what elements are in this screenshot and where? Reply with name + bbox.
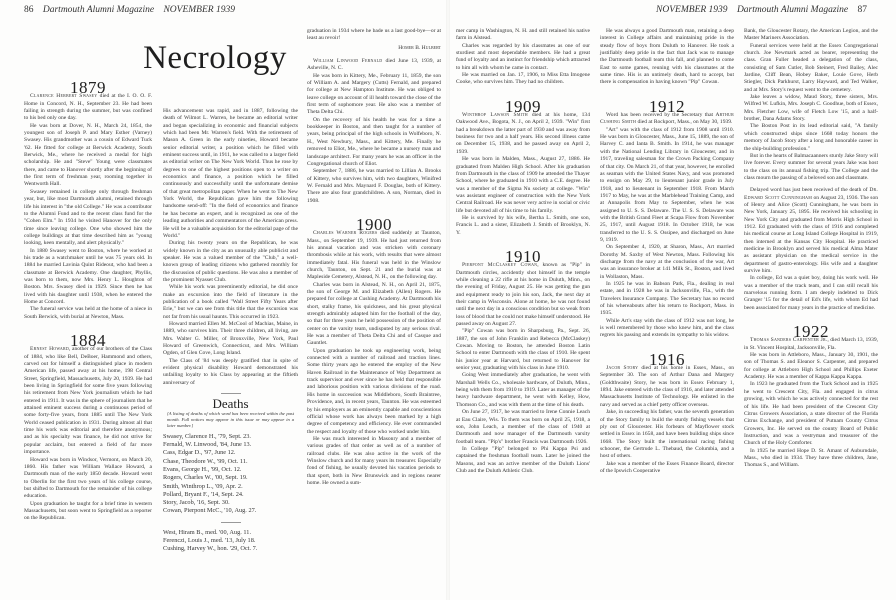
death-entry: Cass, Edgar D., '97, June 12. (163, 449, 236, 457)
year-heading-1884: 1884 (70, 331, 106, 350)
obituary-paragraph: "Art" was with the class of 1912 from 1908 until 1910. He was born in Gloucester, Mass., June 15, 1889, the son of Harvey C. and Ianta B. Smith. In 1914, he was manager with the National Lending Library in Gloucester, and in 1917, traveling salesman for the Crown Packing Company of that city. On March 21, of that year, however, he enrolled as seaman with the United States Navy, and was promoted to ensign on May 29, to lieutenant junior grade in July 1918, and to lieutenant in September 1918. From March 1917 to May, he was at the Marblehead Training Camp, and at Annapolis from May to September, when he was assigned to U. S. S. Delaware. The U. S. S. Delaware was with the British Grand Fleet at Scapa Flow from November 25, 1917, until August 1918. In October 1918, he was transferred to the U. S. S. Ossipee, and discharged on June 9, 1919. (600, 126, 734, 243)
obituary-paragraph: Clarence Herbert Swasey died at the I. O. O. F. Home in Concord, N. H., September 23. He had been failing in strength during the summer, but was confined to his bed only one day. (24, 93, 152, 122)
page-number: 86 (24, 5, 34, 15)
divider (221, 522, 241, 523)
obituary-paragraph: William Linwood Fernald died June 13, 1939, at Asheville, N. C. (307, 58, 441, 72)
obituary-paragraph: Howard was born in Windsor, Vermont, on March 20, 1860. His father was William Wallace Howard, a Dartmouth man of the early 1850 decade. Howard went to Oberlin for the first two years of his college course, but shifted to Dartmouth for the remainder of his college education. (24, 456, 152, 500)
left-column-3 (307, 28, 441, 487)
deceased-name: Charles Warner Rogers (313, 230, 378, 237)
obituary-paragraph: Bank, the Gloucester Rotary, the American Legion, and the Master Mariners Association. (744, 28, 878, 42)
deceased-name: Winthrop Lawson Smith (462, 112, 528, 119)
death-entry: Smith, Winthrop L., '09, Apr. 2. (163, 482, 243, 490)
magazine-name: Dartmouth Alumni Magazine (42, 5, 155, 15)
death-entry: Evans, George H., '99, Oct. 12. (163, 465, 242, 473)
obituary-paragraph: He was born in Malden, Mass., August 27, 1886. He graduated from Malden High School. After his graduation from Dartmouth in the class of 1909 he attended the Thayer School, where he graduated in 1910 with a C.E. degree. He was a member of the Sigma Nu society at college. "Win" was assistant engineer of construction with the New York Central Railroad. He was never very active in social or civic life but devoted all of his time to his family. (456, 156, 590, 214)
obituary-paragraph: In College "Pip" belonged to Phi Kappa Psi and captained the freshman football team. Later he joined the Masons, and was an active member of the Duluth Lions' Club and the Duluth Athletic Club. (456, 445, 590, 474)
obituary-paragraph: In college, Ed was a quiet boy, doing his work well. He was a member of the track team, and I can still recall his marvelous running form. I am deeply indebted to Dick Granger '15 for the detail of Ed's life, with whom Ed had been associated for many years in the practice of medicine. (744, 275, 878, 311)
obituary-paragraph: He was married on Jan. 17, 1906, to Miss Etta Imogene Cooke, who survives him. They had no children. (456, 72, 590, 86)
obituary-paragraph: He was born at Dover, N. H., March 24, 1854, the youngest son of Joseph P. and Mary Esther (Varney) Swasey. His grandmother was a cousin of Edward Tuck '62. He fitted for college at Berwick Academy, South Berwick, Me., where he received a medal for high scholarship. He and "Steve" Young were classmates there, and came to Hanover shortly after the beginning of the first term of freshman year, rooming together in Wentworth Hall. (24, 122, 152, 188)
deceased-name: Arthur Cushing Smith (600, 112, 734, 126)
magazine-name: Dartmouth Alumni Magazine (736, 5, 849, 15)
death-entry: Cushing, Harvey W., hon. '29, Oct. 7. (163, 545, 258, 553)
obituary-paragraph: Charles Warner Rogers died suddenly at Taunton, Mass., on September 19, 1939. He had just returned from his annual vacation and was stricken with coronary thrombosis while at his work, with results that were almost immediately fatal. His funeral was held in the Winslow church, Taunton, on Sept. 21 and the burial was at Mapleside Cemetery, Alstead, N. H., on the following day. (307, 230, 441, 281)
obituary-paragraph: He was much interested in Masonry and a member of various grades of that order as well as of a number of railroad clubs. He was also active in the work of the Winslow church and for many years its treasurer. Especially fond of fishing, he usually devoted his vacation periods to that sport, both in New Brunswick and in regions nearer home. He owned a sum- (307, 435, 441, 486)
right-column-2 (600, 28, 734, 475)
obituary-paragraph: Funeral services were held at the Essex Congregational church. Joe Newmark acted as bearer, representing the class. Gran Fuller headed a delegation of the class, consisting of Sam Cutler, Bob Steinert, Fred Bailey, Alec Jardine, Cliff Bean, Hobey Baker, Louie Gove, Herb Stiegler, Dick Parkhurst, Larry Hayward, and Ted Walker, and at Mrs. Story's request went to the cemetery. (744, 42, 878, 93)
deaths-list (163, 433, 298, 554)
deceased-name: Dr. Edward Scott Cunningham (744, 187, 878, 201)
page-number: 87 (857, 5, 867, 15)
obituary-paragraph: Going West immediately after graduation, he went with Marshall Wells Co., wholesale hardware, of Duluth, Minn., being with them from 1910 to 1919. Later as manager of the heavy hardware department, he went with Kelley, How, Thomson Co., and was with them at the time of his death. (456, 372, 591, 408)
death-entry: Story, Jacob, '16, Sept. 30. (163, 499, 230, 507)
year-heading-1916: 1916 (649, 349, 685, 369)
death-entry: Chase, Theodore W., '99, Oct. 11. (163, 457, 248, 465)
obituary-paragraph: Upon graduation he taught for a brief time in western Massachusetts, but soon went to Springfield as a reporter on the Republican. (24, 500, 152, 522)
page-title: Necrology (143, 40, 287, 76)
obituary-paragraph: Charles was born in Alstead, N. H., on April 21, 1875, the son of George M. and Elizabeth (Allen) Rogers. He prepared for college at Cushing Academy. At Dartmouth his short, stalky frame, his quickness, and his great physical strength admirably adapted him for the football of the day, so that for three years he held possession of the position of center on the varsity team, undisputed by any serious rival. He was a member of Theta Delta Chi and of Casque and Gauntlet. (307, 281, 441, 347)
issue-date: NOVEMBER 1939 (656, 5, 728, 15)
obituary-paragraph: He is survived by his wife, Bertha L. Smith, one son, Francis L. and a sister, Elizabeth J. Smith of Brooklyn, N. Y. (456, 214, 590, 236)
obituary-paragraph: He was born in Attleboro, Mass., January 30, 1901, the son of Thomas S. and Eleanor S. Carpenter, and prepared for college at Attleboro High School and Phillips Exeter Academy. He was a member of Kappa Kappa Kappa. (744, 352, 878, 381)
obituary-paragraph: On June 27, 1917, he was married to Irene Connie Leach at Eau Claire, Wis. To them was born on April 25, 1918, a son, John Leach, a member of the class of 1940 at Dartmouth and now manager of the Dartmouth varsity football team. "Pip's" brother Francis was Dartmouth 1926. (456, 409, 590, 445)
obituary-paragraph: But in the hearts of Balmacaanners sturdy Jake Story will live forever. Every summer for several years Jake was host to the class on its annual fishing trip. The College and the class mourn the passing of a beloved son and classmate. (744, 152, 878, 181)
obituary-paragraph: The funeral service was held at the home of a niece in South Berwick, with burial at Newton, Mass. (24, 306, 152, 320)
year-heading-1909: 1909 (505, 96, 541, 116)
deaths-title: Deaths (212, 396, 249, 412)
death-entry: Rogers, Charles W., '00, Sept. 19. (163, 474, 248, 482)
death-entry: Ferenczi, Louis J., med. '13, July 18. (163, 537, 256, 545)
running-head-right (656, 5, 874, 15)
right-page (448, 0, 896, 600)
obituary-paragraph: Winthrop Lawson Smith died at his home, 134 Oakwood Ave., Bogota, N. J., on April 2, 1939. "Win" first had a breakdown the latter part of 1930 and was away from business for two and a half years. His second illness came on December 15, 1938, and he passed away on April 2, 1939. (456, 112, 590, 155)
deceased-name: Pierpont McClaskey Cowan (462, 262, 538, 269)
deceased-name: Clarence Herbert Swasey (30, 93, 98, 100)
obituary-paragraph: During his twenty years on the Republican, he was widely known in the city as an unusually able publicist and speaker. He was a valued member of the "Club," a well-known group of leading citizens who gathered monthly for the discussion of public questions. He was also a member of the prominent Nyasset Club. (163, 240, 298, 283)
deceased-name: Thomas Sanders Carpenter Jr. (750, 337, 828, 344)
obituary-paragraph: Pierpont McClaskey Cowan, known as "Pip" in Dartmouth circles, accidently shot himself in the temple while cleaning a 22 rifle at his home in Duluth, Minn., on the evening of Friday, August 25. He was getting the gun and equipment ready to join his son, Jack, the next day at their camp in Wisconsin. Alone at home, he was not found until the next day in a conscious condition but so weak from loss of blood that he could not make himself understood. He passed away on August 27. (456, 262, 590, 328)
year-heading-1922: 1922 (793, 322, 829, 342)
obituary-paragraph: graduation in 1934 where he bade us a last good-bye—or at least au revoir! (307, 28, 441, 42)
obituary-paragraph: In 1925 he married Hope D. St. Amant of Auburndale, Mass., who died in 1934. They have three children, Jane, Thomas S., and William. (744, 447, 878, 469)
obituary-paragraph: Swasey remained in college only through freshman year, but, like most Dartmouth alumni, retained through life his interest in "the old College." He was a contributor to the Alumni Fund and to the recent class fund for the "Cohen Elm." In 1934 he visited Hanover for the only time since leaving college. One who showed him the college buildings at that time described him as "young looking, keen mentally, and alert physically." (24, 188, 152, 247)
issue-date: NOVEMBER 1939 (163, 5, 235, 15)
obituary-paragraph: Howard married Ellen M. McCool of Machias, Maine, in 1889, who survives him. Their three children, all living, are Mrs. Walter G. Miller, of Bronxville, New York, Paul Howard of Greenwich, Connecticut, and Mrs. William Ogden, of Glen Cove, Long Island. (163, 320, 298, 357)
obituary-paragraph: Jacob Story died at his home in Essex, Mass., on September 30. The son of Arthur Dana and Margery (Goldthwaite) Story, he was born in Essex February 1, 1894. Jake entered with the class of 1916, and later attended Massachusetts Institute of Technology. He enlisted in the navy and served as a chief petty officer overseas. (600, 365, 734, 408)
obituary-paragraph: In 1923 he graduated from the Tuck School and in 1925 he went to Crescent City, Fla. and engaged in citrus growing, with which he was actively connected for the rest of his life. He had been president of the Crescent City Citrus Growers Association, a state director of the Florida Citrus Exchange, and president of Putnam County Citrus Growers, Inc. He served on the county Board of Public Instruction, and was a vestryman and treasurer of the Church of the Holy Comforter. (744, 381, 878, 447)
obituary-paragraph: September 7, 1886, he was married to Lillian A. Brooks of Kittery, who survives him, with two daughters, Winifred W. Fernald and Mrs. Maynard F. Douglas, both of Kittery. There are also four grandchildren. A son, Norman, died in 1908. (307, 168, 441, 204)
obituary-paragraph: The Boston Post in its lead editorial said, "A family which constructed ships since 1668 today honors the memory of Jacob Story after a long and honorable career in the ship-building profession." (744, 123, 878, 152)
death-entry: Swasey, Clarence H., '79, Sept. 23. (163, 432, 251, 440)
obituary-paragraph: On the recovery of his health he was for a time a bookkeeper in Boston, and then taught for a number of years, being principal of the high schools in Wolfeboro, N. H., West Newbury, Mass., and Kittery, Me. Finally he removed to Eliot, Me., where he became a nursery man and landscape architect. For many years he was an officer in the Congregational church of Eliot. (307, 116, 441, 167)
obituary-paragraph: Thomas Sanders Carpenter Jr., died March 13, 1939, in St. Vincent Hospital, Jacksonville, Fla. (744, 337, 879, 351)
obituary-paragraph: While his work was preeminently editorial, he did once make an excursion into the field of literature in the publication of a book called "Wall Street Fifty Years after Erie," but we can see from this title that the excursion was not far from his usual haunts. This occurred in 1923. (163, 284, 298, 320)
obituary-paragraph: He was born in Kittery, Me., February 11, 1859, the son of William A. and Margery (Cutts) Fernald, and prepared for college at New Hampton Institute. He was obliged to leave college on account of ill health toward the close of the first term of sophomore year. He also was a member of Theta Delta Chi. (307, 72, 441, 116)
divider (221, 393, 241, 394)
deaths-note: [A listing of deaths of which word has been received within the past month. Full notices may appear in this issue or may appear in a later number.] (167, 411, 294, 428)
deaths-box (163, 396, 298, 554)
obituary-paragraph: He was always a good Dartmouth man, retaining a deep interest in College affairs and maintaining pride in the steady flow of boys from Duluth to Hanover. He took a justifiably deep pride in the fact that Jack was to manage the Dartmouth football team this fall, and planned to come East to some games, reuning with his classmates at the same time. His is an untimely death, hard to accept, but there is compensation in having known "Pip" Cowan. (600, 28, 734, 86)
obituary-paragraph: Delayed word has just been received of the death of Dr. Edward Scott Cunningham on August 23, 1936. The son of Henry and Alice (Scott) Cunningham, he was born in New York, January 25, 1895. He received his schooling in New York City and graduated from Morris High School in 1912. Ed graduated with the class of 1916 and completed his medical course at Long Island College Hospital in 1919, then interned at the Kansas City Hospital. He practiced medicine in Brooklyn and served his medical Alma Mater as assistant physician on the medical service in the department of gastro-enterology. His wife and a daughter survive him. (744, 187, 878, 274)
obituary-paragraph: While Art's stay with the class of 1912 was not long, he is well remembered by those who knew him, and the class regrets his passing and extends its sympathy to his widow. (600, 317, 734, 339)
deceased-name: Jacob Story (606, 365, 639, 372)
obituary-paragraph: mer camp in Washington, N. H. and still retained his native farm in Alstead. (456, 28, 590, 42)
obituary-paragraph: In 1925 he was in Babson Park, Fla., dealing in real estate, and in 1928 he was in Jacksonville, Fla., with the Travelers Insurance Company. The Secretary has no record of his whereabouts after his return to Rockport, Mass. in 1935. (600, 281, 734, 317)
right-column-1 (456, 28, 590, 475)
deceased-name: Ernest Howard (30, 346, 69, 353)
left-column-1 (24, 78, 152, 523)
deceased-name: William Linwood Fernald (313, 58, 383, 65)
obituary-paragraph: Charles was regarded by his classmates as one of our sturdiest and most dependable members. He had a great fund of loyalty and an instinct for friendship which attracted to him all with whom he came in contact. (456, 42, 590, 71)
obituary-paragraph: Jake, in succeeding his father, was the seventh generation of the Story family to build the sturdy fishing vessels that ply out of Gloucester. His forbears of Mayflower stock settled in Essex in 1658, and have been building ships since 1668. The Story built the international racing fishing schooner, the Gertrude L. Thebaud, the Columbia, and a host of others. (600, 409, 734, 460)
obituary-paragraph: Ernest Howard, another of our brothers of the Class of 1884, who like Bell, DeBoer, Hammond and others, carved out for himself a distinguished place in modern American life, passed away at his home, 198 Central Street, Springfield, Massachusetts, July 20, 1939. He had been living in Springfield for some five years following his retirement from New York journalism which he had entered in 1911. It was in the sphere of journalism that he attained eminent success during a continuous period of some forty-five years, from 1885 until The New York World ceased publication in 1931. During almost all that time his work was editorial and therefore anonymous; and as his specialty was finance, he did not strive for popular acclaim, but entered a field of far more importance. (24, 346, 152, 456)
signature: Homer B. Hulbert (398, 44, 441, 51)
running-head-left (24, 5, 242, 15)
year-heading-1910: 1910 (505, 246, 541, 266)
death-entry: Fernald, W. Linwood, '84, June 13. (163, 441, 252, 449)
obituary-paragraph: Jake leaves a widow, Maud Story, three sisters, Mrs. Wilfred W. Lufkin, Mrs. Joseph C. Goodhue, both of Essex, Mrs. Fletcher Low, wife of Fletch Low '15, and a half-brother, Dana Adams Story. (744, 94, 878, 123)
obituary-paragraph: "Pip" Cowan was born in Sharpsburg, Pa., Sept. 26, 1887, the son of John Franklin and Rebecca (McClaskey) Cowan. Moving to Boston, he attended Boston Latin School to enter Dartmouth with the class of 1910. He spent his junior year at Harvard, but returned to Hanover for senior year, graduating with his class in June 1910. (456, 328, 590, 372)
obituary-paragraph: Word has been received by the Secretary that Arthur Cushing Smith died at Rockport, Mass., on May 30, 1939. (600, 112, 734, 126)
year-heading-1900: 1900 (356, 214, 392, 234)
right-column-3 (744, 28, 878, 470)
obituary-paragraph: On September 4, 1920, at Sharon, Mass., Art married Dorothy M. Saxby of West Newton, Mass. Following his discharge from the navy at the conclusion of the war, Art was an insurance broker at 141 Milk St., Boston, and lived in Wollaston, Mass. (600, 244, 734, 280)
obituary-paragraph: In 1880 Swasey went to Boston, where he worked at his trade as a watchmaker until he was 75 years old. In 1884 he married Lavinia Quint Rideout, who had been a classmate at Berwick Academy. One daughter, Phyllis, was born to them, now Mrs. Henry L. Houghton of Boston. Mrs. Swasey died in 1929. Since then he has lived with his daughter until 1938, when he entered the Home at Concord. (24, 247, 152, 305)
death-entry: Pollard, Bryant F., '14, Sept. 24. (163, 490, 244, 498)
obituary-paragraph: The Class of '84 was deeply gratified that in spite of evident physical disability Howard demonstrated his unfailing loyalty to his Class by appearing at the fiftieth anniversary of (163, 357, 298, 386)
obituary-paragraph: Upon graduation he took up engineering work, being connected with a number of railroad and traction lines. Some thirty years ago he entered the employ of the New Haven Railroad in the Maintenance of Way Department as track supervisor and ever since he has held that responsible and laborious position with various divisions of the road. His home in succession was Middleboro, South Braintree, Providence, and, in recent years, Taunton. He was esteemed by his employers as an eminently capable and conscientious official whose work has always been marked by a high degree of competency and efficiency. He ever commanded the respect and loyalty of those who worked under him. (307, 347, 441, 435)
death-entry: West, Hiram B., med. '00, Aug. 11. (163, 528, 252, 536)
left-column-2 (163, 108, 298, 554)
obituary-paragraph: Jake was a member of the Essex Finance Board, director of the Ipswich Cooperative (600, 460, 734, 474)
obituary-paragraph: His advancement was rapid, and in 1887, following the death of Wilmot L. Warren, he became an editorial writer and began specializing in economic and financial subjects which had been Mr. Warren's field. With the retirement of Mason A. Green in the early nineties, Howard became senior editorial writer, a position which he filled with eminent success until, in 1911, he was called to a larger field as editorial writer on The New York World. Thus he rose by degrees to one of the highest positions open to a writer on economics and finance, a position which he filled continuously and successfully until the unfortunate demise of that great metropolitan paper. When he went to The New York World, the Republican gave him the following handsome send-off: "In the field of economics and finance he has become an expert, and is recognized as one of the leading authorities and commentators of the American press. He will be a valuable acquisition for the editorial page of the World." (163, 108, 298, 239)
year-heading-1879: 1879 (70, 78, 106, 97)
year-heading-1912: 1912 (649, 96, 685, 116)
death-entry: Cowan, Pierpont McC., '10, Aug. 27. (163, 507, 257, 515)
